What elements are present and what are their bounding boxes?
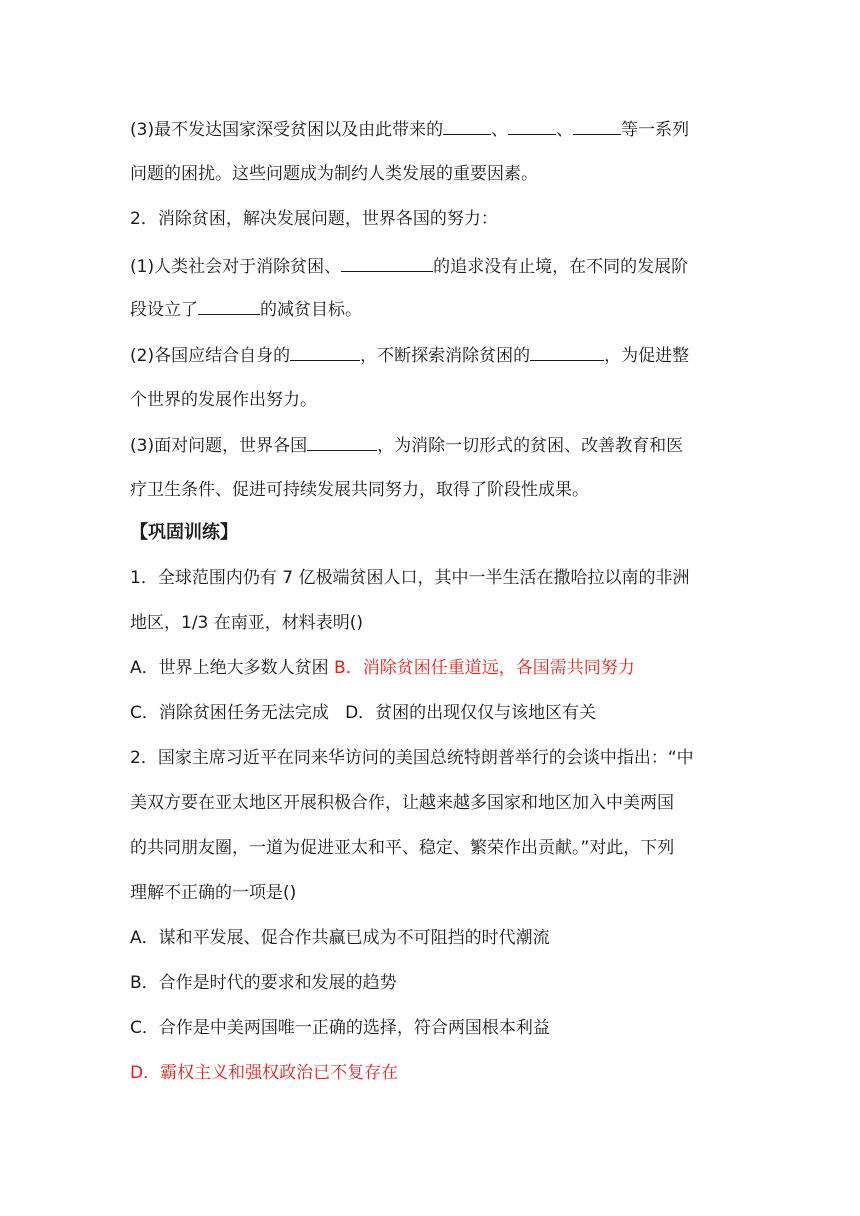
section2-item3-text-a: (3)面对问题，世界各国 (130, 436, 308, 456)
section2-item2-text-b: ，不断探索消除贫困的 (360, 346, 531, 366)
section2-item2-text-c: ，为促进整 (604, 346, 690, 366)
q1-options-ab (130, 657, 750, 679)
section1-item3-line1 (130, 118, 750, 141)
fill-blank (443, 118, 491, 135)
q1-options-cd (130, 702, 750, 724)
section2-item3-line2: 疗卫生条件、促进可持续发展共同努力，取得了阶段性成果。 (130, 480, 589, 500)
q1-option-c: C．消除贫困任务无法完成 (130, 703, 329, 723)
section2-item1-text-b: 的追求没有止境，在不同的发展阶 (433, 257, 689, 277)
q2-stem-line2: 美双方要在亚太地区开展积极合作，让越来越多国家和地区加入中美两国 (130, 793, 674, 813)
q2-stem-line3: 的共同朋友圈，一道为促进亚太和平、稳定、繁荣作出贡献。”对此，下列 (130, 838, 675, 858)
fill-blank (573, 118, 621, 135)
q1-option-d: D．贫困的出现仅仅与该地区有关 (345, 703, 597, 723)
section1-item3-line2: 问题的困扰。这些问题成为制约人类发展的重要因素。 (130, 164, 538, 184)
practice-title: 【巩固训练】 (130, 522, 238, 543)
fill-blank (198, 298, 260, 315)
q1-option-b-answer: B．消除贫困任重道远，各国需共同努力 (334, 658, 635, 678)
q2-option-b: B．合作是时代的要求和发展的趋势 (130, 973, 397, 993)
q1-option-a: A．世界上绝大多数人贫困 (130, 658, 329, 678)
separator: 、 (491, 120, 509, 140)
section2-heading: 2．消除贫困，解决发展问题，世界各国的努力： (130, 209, 498, 229)
section2-item2-text-a: (2)各国应结合自身的 (130, 346, 291, 366)
fill-blank (341, 255, 433, 272)
section2-item3-line1 (130, 434, 750, 457)
section2-item3-text-b: ，为消除一切形式的贫困、改善教育和医 (377, 436, 684, 456)
q2-option-d-answer: D．霸权主义和强权政治已不复存在 (130, 1063, 399, 1083)
section2-item2-line2: 个世界的发展作出努力。 (130, 390, 317, 410)
section2-item1-text-a: (1)人类社会对于消除贫困、 (130, 257, 342, 277)
section1-item3-text-b: 等一系列 (621, 120, 690, 140)
q1-stem-line2: 地区，1/3 在南亚，材料表明() (130, 613, 364, 633)
section2-item1-line1 (130, 255, 750, 278)
section2-item1-text-c: 段设立了 (130, 300, 198, 320)
q2-stem-line1: 2．国家主席习近平在同来华访问的美国总统特朗普举行的会谈中指出：“中 (130, 748, 694, 768)
separator: 、 (556, 120, 574, 140)
fill-blank (508, 118, 556, 135)
q2-option-a: A．谋和平发展、促合作共赢已成为不可阻挡的时代潮流 (130, 928, 550, 948)
q2-stem-line4: 理解不正确的一项是() (130, 883, 297, 903)
section2-item1-text-d: 的减贫目标。 (260, 300, 362, 320)
section2-item1-line2 (130, 298, 750, 321)
section2-item2-line1 (130, 344, 750, 367)
q1-stem-line1: 1．全球范围内仍有 7 亿极端贫困人口，其中一半生活在撒哈拉以南的非洲 (130, 568, 690, 588)
section1-item3-text-a: (3)最不发达国家深受贫困以及由此带来的 (130, 120, 444, 140)
fill-blank (307, 434, 377, 451)
fill-blank (530, 344, 604, 361)
q2-option-c: C．合作是中美两国唯一正确的选择，符合两国根本利益 (130, 1018, 550, 1038)
fill-blank (290, 344, 360, 361)
